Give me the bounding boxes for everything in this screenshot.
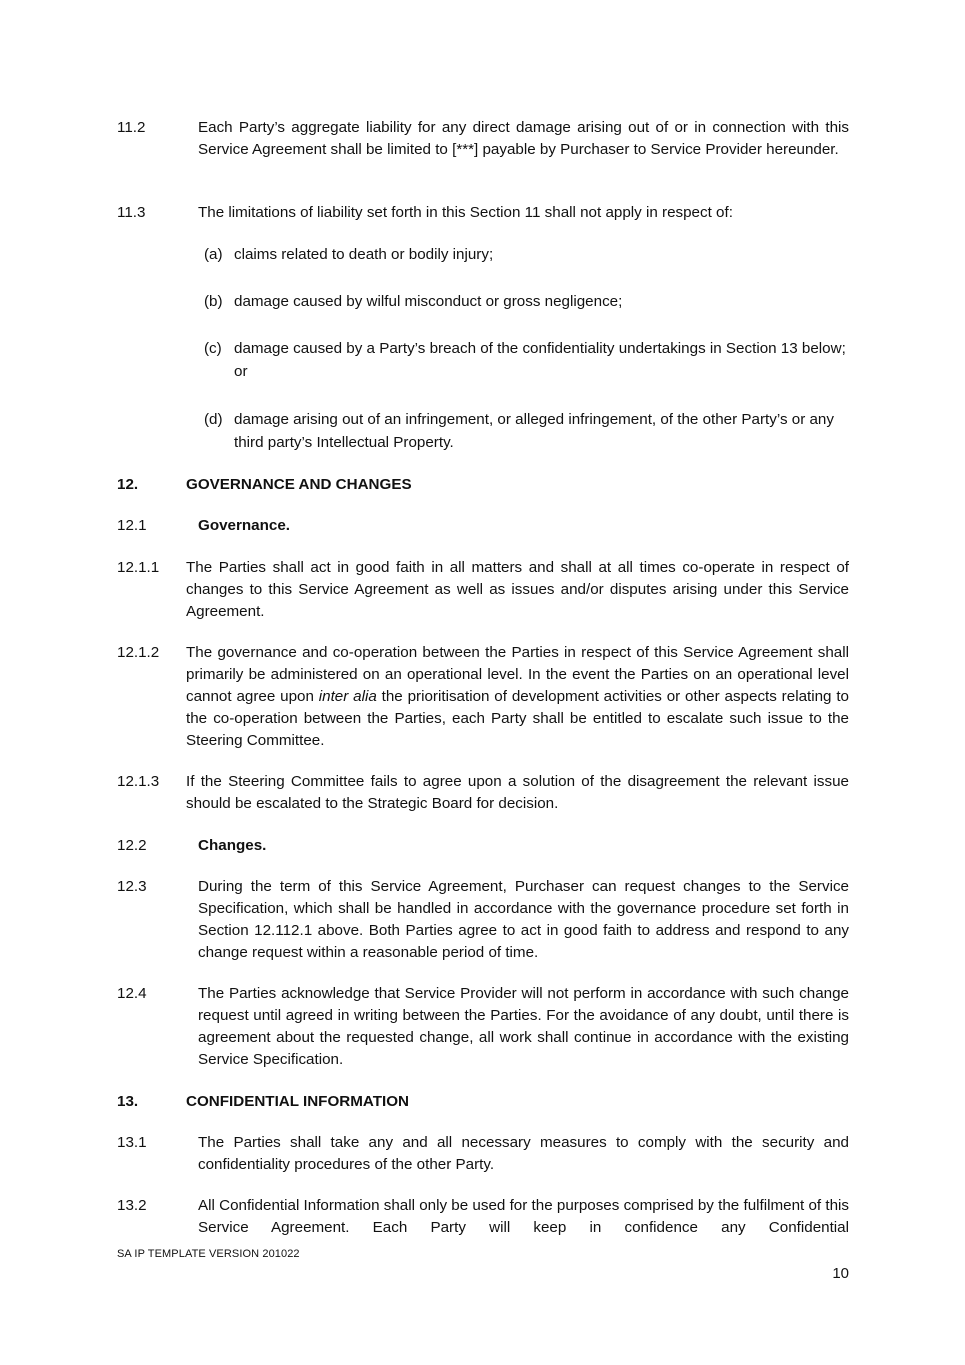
- section-heading-13: [117, 1091, 849, 1113]
- list-item-text: damage caused by a Party’s breach of the confidentiality undertakings in Section 13 below; or: [234, 340, 846, 380]
- clause-11-2: [117, 117, 849, 161]
- section-title: GOVERNANCE AND CHANGES: [186, 476, 412, 493]
- subheading-12-1: [117, 515, 849, 537]
- clause-12-3: [117, 876, 849, 964]
- clause-number: 13.2: [117, 1197, 147, 1214]
- clause-text-part: the prioritisation of development activities or other aspects relating to the co-operation between the Parties, each Party shall be entitled to escalate such issue to the Steering Committee.: [186, 688, 850, 749]
- clause-text: The Parties shall take any and all necessary measures to comply with the security and confidentiality procedures of the other Party.: [198, 1134, 849, 1173]
- clause-11-3: [117, 202, 849, 224]
- list-item-text: damage caused by wilful misconduct or gross negligence;: [234, 293, 623, 310]
- list-item: [204, 408, 849, 454]
- clause-12-1-2: [117, 642, 849, 752]
- footer-template-version: SA IP TEMPLATE VERSION 201022: [117, 1248, 300, 1260]
- clause-number: 11.2: [117, 119, 146, 136]
- list-item-label: (b): [204, 293, 223, 310]
- clause-text: Each Party’s aggregate liability for any direct damage arising out of or in connection with this Service Agreement shall be limited to [***] payable by Purchaser to Service Provider hereunder.: [198, 119, 849, 158]
- section-heading-12: [117, 474, 849, 496]
- clause-text: [186, 642, 849, 752]
- subheading-12-2: [117, 835, 849, 857]
- section-number: 12.: [117, 476, 139, 493]
- subheading-title: Governance.: [198, 517, 291, 534]
- clause-text-part: The governance and co-operation between the Parties in respect of this Service Agreement shall primarily be administered on an operational level. In the event the Parties on an operational level cannot agree upon: [186, 644, 849, 705]
- clause-number: 11.3: [117, 204, 146, 221]
- subheading-title: Changes.: [198, 837, 267, 854]
- clause-text: If the Steering Committee fails to agree upon a solution of the disagreement the relevant issue should be escalated to the Strategic Board for decision.: [186, 773, 849, 812]
- clause-number: 12.1.3: [117, 773, 160, 790]
- section-number: 13.: [117, 1093, 139, 1110]
- clause-13-2: [117, 1195, 849, 1239]
- clause-number: 12.1.1: [117, 559, 160, 576]
- clause-text: The Parties shall act in good faith in all matters and shall at all times co-operate in respect of changes to this Service Agreement as well as issues and/or disputes arising under this Service Agreement.: [186, 559, 849, 620]
- clause-number: 13.1: [117, 1134, 147, 1151]
- clause-12-1-1: [117, 557, 849, 623]
- section-title: CONFIDENTIAL INFORMATION: [186, 1093, 410, 1110]
- clause-number: 12.1.2: [117, 644, 160, 661]
- list-item-label: (d): [204, 411, 223, 428]
- clause-number: 12.4: [117, 985, 147, 1002]
- clause-12-1-3: [117, 771, 849, 815]
- list-item: [204, 290, 849, 313]
- clause-number: 12.1: [117, 517, 147, 534]
- clause-text: All Confidential Information shall only be used for the purposes comprised by the fulfilment of this Service Agreement. Each Party will keep in confidence any Confidential: [198, 1197, 849, 1236]
- list-item: [204, 243, 849, 266]
- list-item-label: (c): [204, 340, 222, 357]
- clause-12-4: [117, 983, 849, 1071]
- clause-13-1: [117, 1132, 849, 1176]
- clause-number: 12.3: [117, 878, 147, 895]
- list-item-text: claims related to death or bodily injury;: [234, 246, 494, 263]
- list-item-label: (a): [204, 246, 223, 263]
- list-item: [204, 337, 849, 383]
- clause-text: The limitations of liability set forth in this Section 11 shall not apply in respect of:: [198, 204, 733, 221]
- clause-number: 12.2: [117, 837, 147, 854]
- clause-text: The Parties acknowledge that Service Provider will not perform in accordance with such change request until agreed in writing between the Parties. For the avoidance of any doubt, until there is agreement about the requested change, all work shall continue in accordance with the existing Service Specification.: [198, 985, 849, 1068]
- list-item-text: damage arising out of an infringement, or alleged infringement, of the other Party’s or any third party’s Intellectual Property.: [234, 411, 834, 451]
- page-number: 10: [832, 1265, 849, 1282]
- clause-text: During the term of this Service Agreement, Purchaser can request changes to the Service Specification, which shall be handled in accordance with the governance procedure set forth in Section 12.112.1 above. Both Parties agree to act in good faith to address and respond to any change request within a reasonable period of time.: [198, 878, 849, 961]
- clause-text-italic: inter alia: [318, 688, 377, 705]
